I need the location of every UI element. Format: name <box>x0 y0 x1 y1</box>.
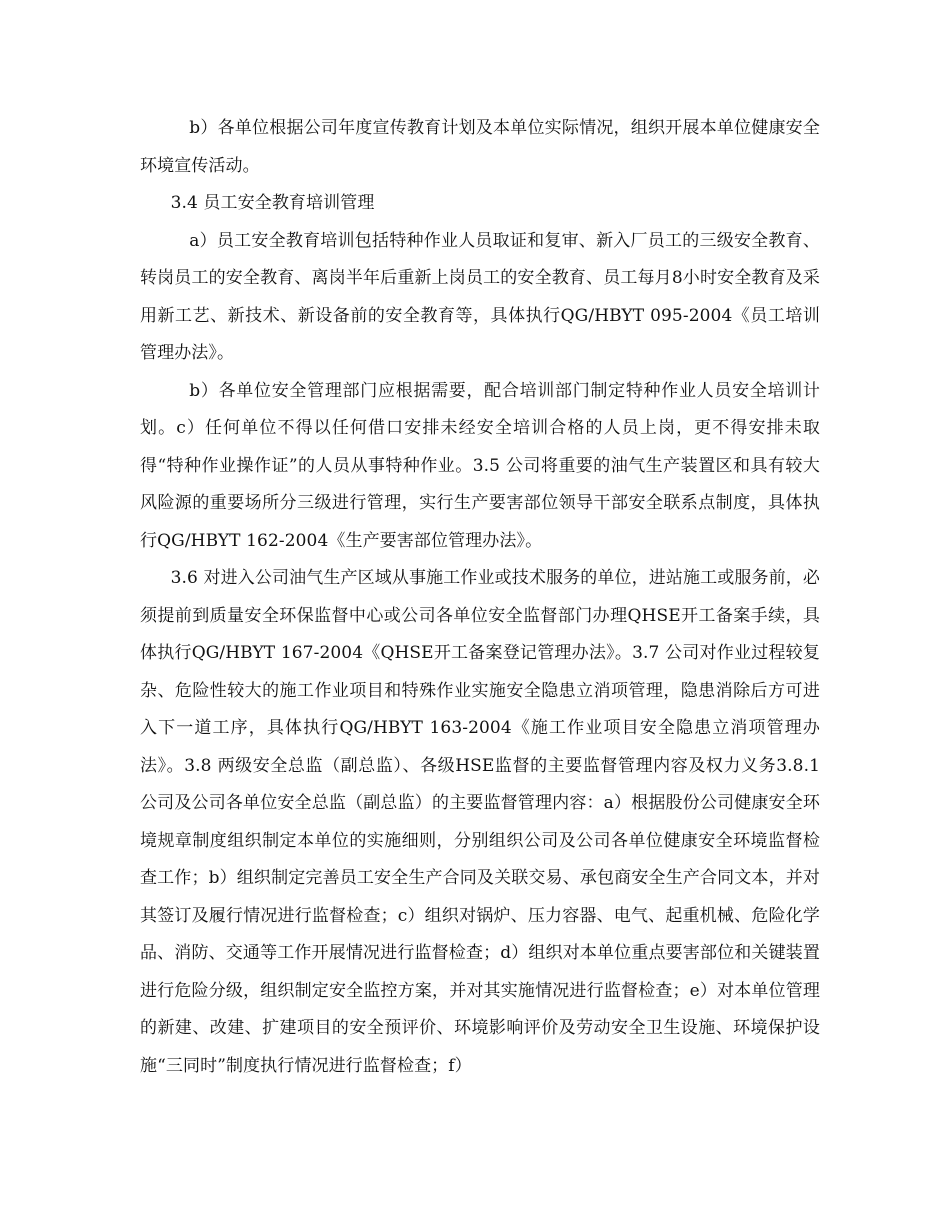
document-body <box>140 110 820 1085</box>
paragraph-unit-propaganda: b）各单位根据公司年度宣传教育计划及本单位实际情况，组织开展本单位健康安全环境宣传活动。 <box>140 118 820 176</box>
paragraph-section-3-6-onward: 3.6 对进入公司油气生产区域从事施工作业或技术服务的单位，进站施工或服务前，必须提前到质量安全环保监督中心或公司各单位安全监督部门办理QHSE开工备案手续，具体执行QG/HBYT 167-2004《QHSE开工备案登记管理办法》。3.7 公司对作业过程较复杂、危险性较大的施工作业项目和特殊作业实施安全隐患立消项管理，隐患消除后方可进入下一道工序，具体执行QG/HBYT 163-2004《施工作业项目安全隐患立消项管理办法》。3.8 两级安全总监（副总监）、各级HSE监督的主要监督管理内容及权力义务3.8.1 公司及公司各单位安全总监（副总监）的主要监督管理内容：a）根据股份公司健康安全环境规章制度组织制定本单位的实施细则，分别组织公司及公司各单位健康安全环境监督检查工作；b）组织制定完善员工安全生产合同及关联交易、承包商安全生产合同文本，并对其签订及履行情况进行监督检查；c）组织对锅炉、压力容器、电气、起重机械、危险化学品、消防、交通等工作开展情况进行监督检查；d）组织对本单位重点要害部位和关键装置进行危险分级，组织制定安全监控方案，并对其实施情况进行监督检查；e）对本单位管理的新建、改建、扩建项目的安全预评价、环境影响评价及劳动安全卫生设施、环境保护设施“三同时”制度执行情况进行监督检查；f） <box>140 568 820 1076</box>
paragraph-training-scope: a）员工安全教育培训包括特种作业人员取证和复审、新入厂员工的三级安全教育、转岗员工的安全教育、离岗半年后重新上岗员工的安全教育、员工每月8小时安全教育及采用新工艺、新技术、新设备前的安全教育等，具体执行QG/HBYT 095-2004《员工培训管理办法》。 <box>140 230 820 363</box>
paragraph-training-plan: b）各单位安全管理部门应根据需要，配合培训部门制定特种作业人员安全培训计划。c）任何单位不得以任何借口安排未经安全培训合格的人员上岗，更不得安排未取得“特种作业操作证”的人员从事特种作业。3.5 公司将重要的油气生产装置区和具有较大风险源的重要场所分三级进行管理，实行生产要害部位领导干部安全联系点制度，具体执行QG/HBYT 162-2004《生产要害部位管理办法》。 <box>140 380 820 551</box>
section-heading-3-4: 3.4 员工安全教育培训管理 <box>170 193 375 213</box>
